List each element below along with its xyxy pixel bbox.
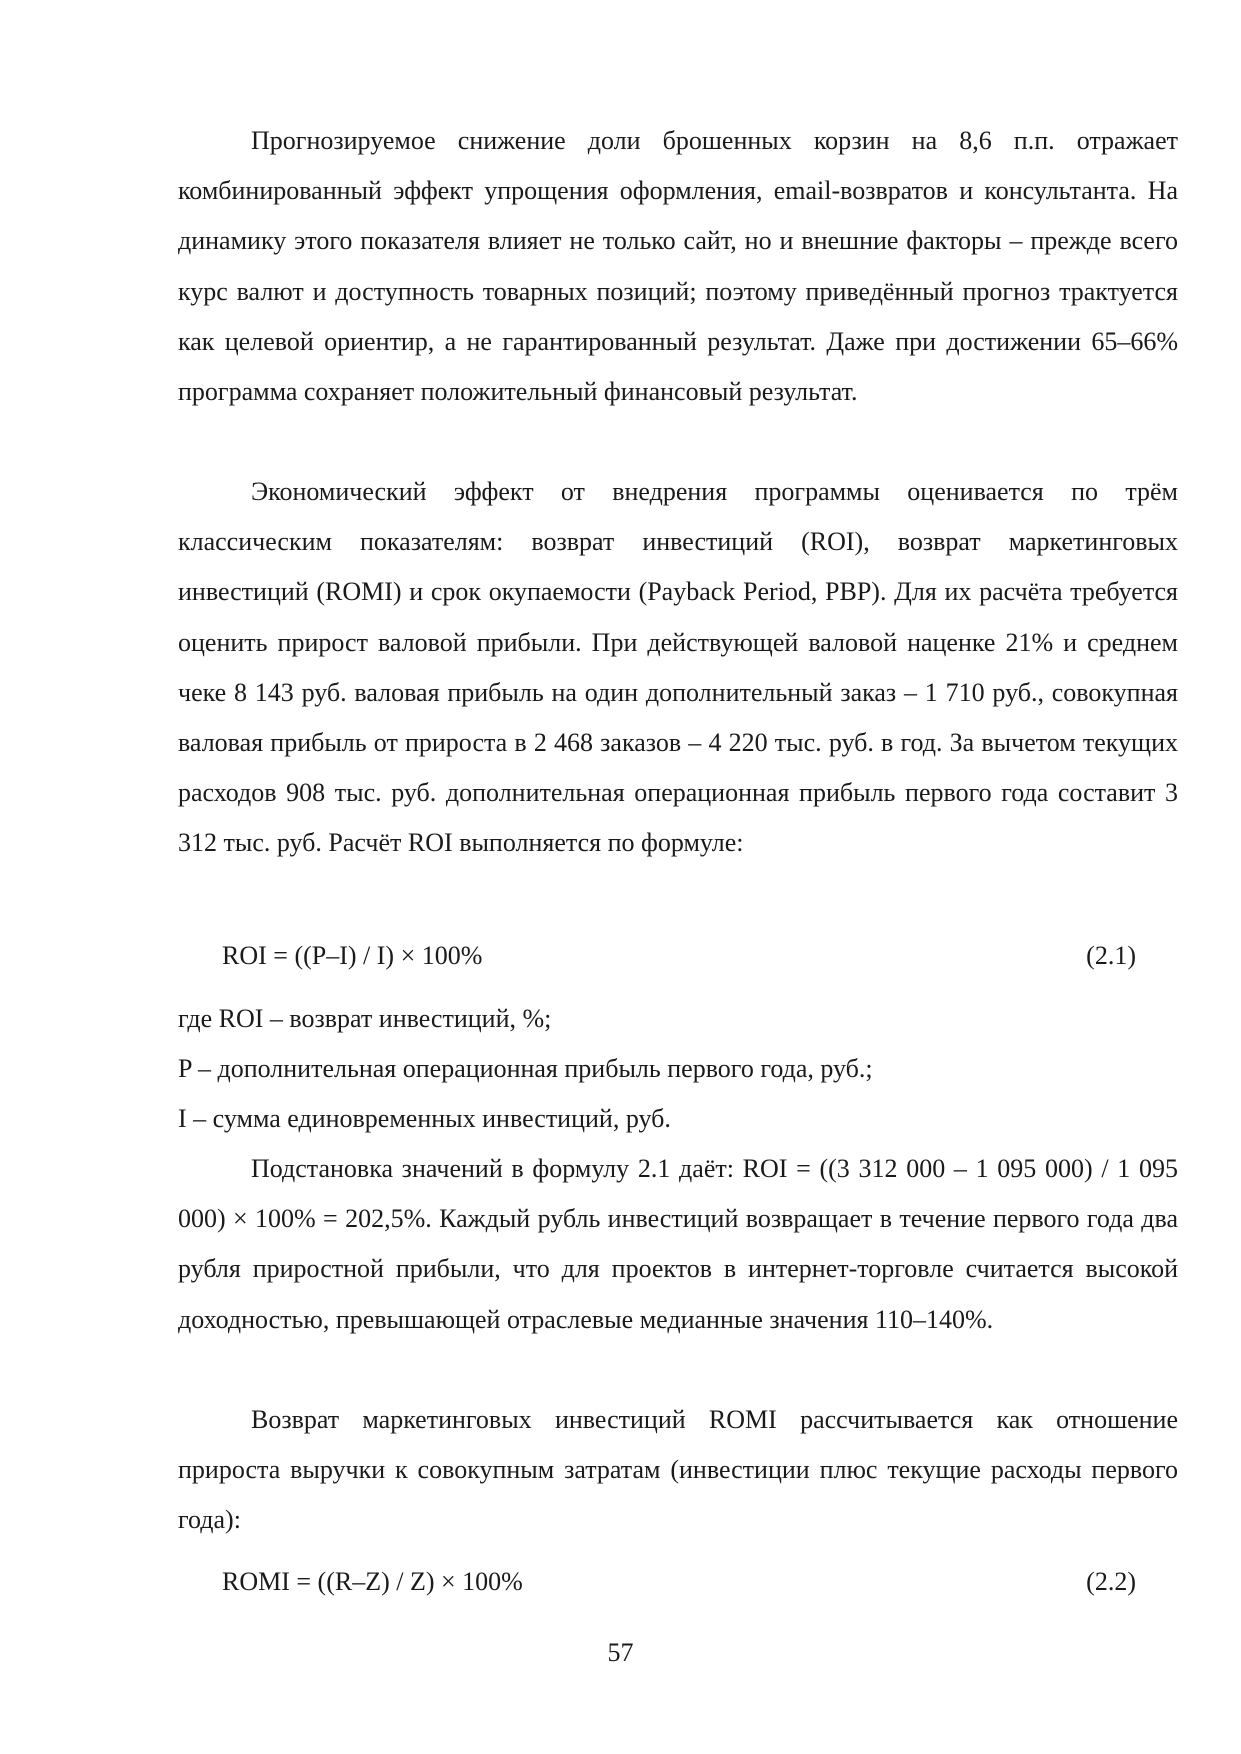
- formula-roi: [222, 939, 1136, 973]
- formula-romi: [222, 1565, 1136, 1599]
- paragraph-romi-intro: Возврат маркетинговых инвестиций ROMI рассчитывается как отношение прироста выручки к совокупным затратам (инвестиции плюс текущие расходы первого года):: [178, 1405, 1178, 1535]
- where-roi-definition: где ROI – возврат инвестиций, %;: [178, 1004, 552, 1033]
- paragraph-abandoned-carts: Прогнозируемое снижение доли брошенных корзин на 8,6 п.п. отражает комбинированный эффект упрощения оформления, email-возвратов и консультанта. На динамику этого показателя влияет не только сайт, но и внешние факторы – прежде всего курс валют и доступность товарных позиций; поэтому приведённый прогноз трактуется как целевой ориентир, а не гарантированный результат. Даже при достижении 65–66% программа сохраняет положительный финансовый результат.: [178, 126, 1178, 407]
- where-p-definition: P – дополнительная операционная прибыль первого года, руб.;: [178, 1054, 873, 1083]
- formula-romi-number: (2.2): [1086, 1567, 1136, 1596]
- paragraph-roi-calculation: Подстановка значений в формулу 2.1 даёт: ROI = ((3 312 000 – 1 095 000) / 1 095 000) × 100% = 202,5%. Каждый рубль инвестиций возвращает в течение первого года два рубля приростной прибыли, что для проектов в интернет-торговле считается высокой доходностью, превышающей отраслевые медианные значения 110–140%.: [178, 1154, 1178, 1334]
- page-number: 57: [607, 1638, 634, 1667]
- paragraph-economic-effect: Экономический эффект от внедрения программы оценивается по трём классическим показателям: возврат инвестиций (ROI), возврат маркетинговых инвестиций (ROMI) и срок окупаемости (Payback Period, PBP). Для их расчёта требуется оценить прирост валовой прибыли. При действующей валовой наценке 21% и среднем чеке 8 143 руб. валовая прибыль на один дополнительный заказ – 1 710 руб., совокупная валовая прибыль от прироста в 2 468 заказов – 4 220 тыс. руб. в год. За вычетом текущих расходов 908 тыс. руб. дополнительная операционная прибыль первого года составит 3 312 тыс. руб. Расчёт ROI выполняется по формуле:: [178, 477, 1178, 858]
- where-i-definition: I – сумма единовременных инвестиций, руб.: [178, 1104, 671, 1133]
- formula-roi-expression: ROI = ((P–I) / I) × 100%: [222, 941, 483, 970]
- formula-roi-number: (2.1): [1086, 941, 1136, 970]
- formula-romi-expression: ROMI = ((R–Z) / Z) × 100%: [222, 1567, 523, 1596]
